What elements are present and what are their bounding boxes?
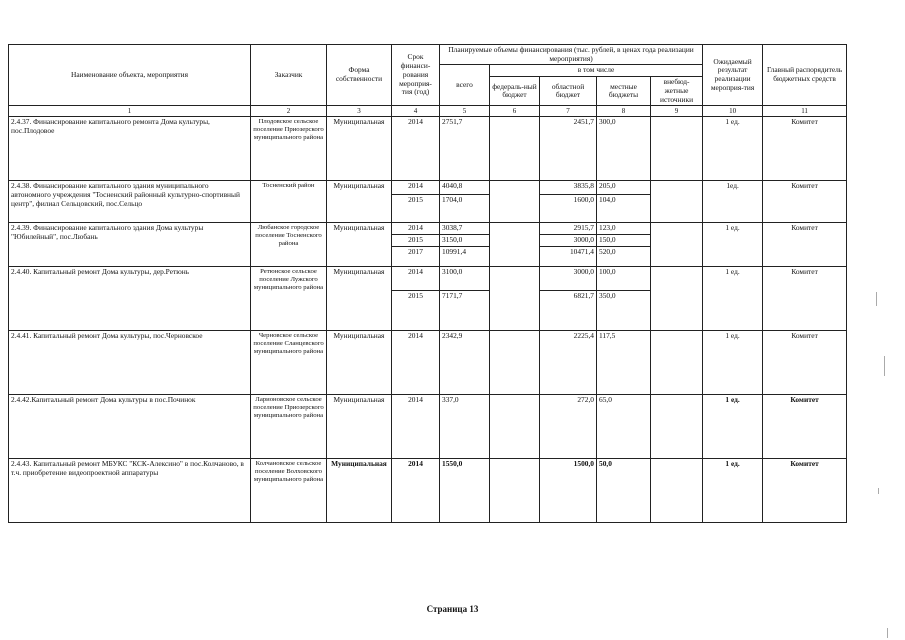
scan-speck xyxy=(876,292,877,306)
regional: 6821,7 xyxy=(540,291,597,331)
result: 1ед. xyxy=(703,181,763,223)
federal xyxy=(490,331,540,395)
total: 3100,0 xyxy=(440,267,490,291)
header-local: местные бюджеты xyxy=(597,77,651,106)
customer: Колчановское сельское поселение Волховского муниципального района xyxy=(251,459,327,523)
object-name: 2.4.37. Финансирование капитального ремонта Дома культуры, пос.Плодовое xyxy=(9,117,251,181)
year: 2014 xyxy=(392,331,440,395)
offbudget xyxy=(651,181,703,223)
manager: Комитет xyxy=(763,181,847,223)
local: 150,0 xyxy=(597,235,651,247)
header-ownership: Форма собственности xyxy=(327,45,392,106)
federal xyxy=(490,181,540,223)
regional: 3835,8 xyxy=(540,181,597,195)
result: 1 ед. xyxy=(703,223,763,267)
manager: Комитет xyxy=(763,331,847,395)
header-offbudget: внебюд-жетные источники xyxy=(651,77,703,106)
object-name: 2.4.39. Финансирование капитального здания Дома культуры "Юбилейный", пос.Любань xyxy=(9,223,251,267)
manager: Комитет xyxy=(763,459,847,523)
federal xyxy=(490,395,540,459)
object-name: 2.4.41. Капитальный ремонт Дома культуры, пос.Черновское xyxy=(9,331,251,395)
result: 1 ед. xyxy=(703,395,763,459)
local: 50,0 xyxy=(597,459,651,523)
local: 300,0 xyxy=(597,117,651,181)
result: 1 ед. xyxy=(703,117,763,181)
year: 2014 xyxy=(392,181,440,195)
colnum: 4 xyxy=(392,106,440,117)
federal xyxy=(490,267,540,331)
total: 7171,7 xyxy=(440,291,490,331)
year: 2014 xyxy=(392,459,440,523)
regional: 272,0 xyxy=(540,395,597,459)
local: 205,0 xyxy=(597,181,651,195)
customer: Ретюнское сельское поселение Лужского муниципального района xyxy=(251,267,327,331)
total: 337,0 xyxy=(440,395,490,459)
header-federal: федераль-ный бюджет xyxy=(490,77,540,106)
manager: Комитет xyxy=(763,267,847,331)
colnum: 3 xyxy=(327,106,392,117)
local: 100,0 xyxy=(597,267,651,291)
total: 1704,0 xyxy=(440,195,490,223)
object-name: 2.4.42.Капитальный ремонт Дома культуры в пос.Починок xyxy=(9,395,251,459)
regional: 2225,4 xyxy=(540,331,597,395)
result: 1 ед. xyxy=(703,459,763,523)
table-row xyxy=(9,267,847,291)
financing-table xyxy=(8,44,847,523)
total: 3038,7 xyxy=(440,223,490,235)
scan-speck xyxy=(878,488,879,494)
ownership: Муниципальная xyxy=(327,223,392,267)
colnum: 11 xyxy=(763,106,847,117)
local: 350,0 xyxy=(597,291,651,331)
ownership: Муниципальная xyxy=(327,181,392,223)
table-row xyxy=(9,459,847,523)
colnum: 9 xyxy=(651,106,703,117)
header-incl: в том числе xyxy=(490,65,703,77)
scan-speck xyxy=(887,628,888,638)
federal xyxy=(490,459,540,523)
local: 117,5 xyxy=(597,331,651,395)
regional: 3000,0 xyxy=(540,267,597,291)
ownership: Муниципальная xyxy=(327,331,392,395)
regional: 3000,0 xyxy=(540,235,597,247)
manager: Комитет xyxy=(763,395,847,459)
local: 65,0 xyxy=(597,395,651,459)
table-row xyxy=(9,117,847,181)
object-name: 2.4.43. Капитальный ремонт МБУКС "КСК-Алексино" в пос.Колчаново, в т.ч. приобретение видеопроектной аппаратуры xyxy=(9,459,251,523)
manager: Комитет xyxy=(763,223,847,267)
local: 520,0 xyxy=(597,247,651,267)
table-row xyxy=(9,331,847,395)
customer: Плодовское сельское поселение Приозерского муниципального района xyxy=(251,117,327,181)
result: 1 ед. xyxy=(703,331,763,395)
regional: 2915,7 xyxy=(540,223,597,235)
ownership: Муниципальная xyxy=(327,395,392,459)
colnum: 1 xyxy=(9,106,251,117)
regional: 1500,0 xyxy=(540,459,597,523)
customer: Любанское городское поселение Тосненского района xyxy=(251,223,327,267)
offbudget xyxy=(651,395,703,459)
year: 2014 xyxy=(392,223,440,235)
ownership: Муниципальная xyxy=(327,267,392,331)
header-name: Наименование объекта, мероприятия xyxy=(9,45,251,106)
offbudget xyxy=(651,331,703,395)
column-numbers-row xyxy=(9,106,847,117)
year: 2014 xyxy=(392,267,440,291)
year: 2015 xyxy=(392,195,440,223)
year: 2014 xyxy=(392,395,440,459)
table-row xyxy=(9,395,847,459)
total: 4040,8 xyxy=(440,181,490,195)
result: 1 ед. xyxy=(703,267,763,331)
object-name: 2.4.38. Финансирование капитального здания муниципального автономного учреждения "Тосненский районный культурно-спортивный центр", филиал Сельцовский, пос.Сельцо xyxy=(9,181,251,223)
colnum: 5 xyxy=(440,106,490,117)
object-name: 2.4.40. Капитальный ремонт Дома культуры, дер.Ретюнь xyxy=(9,267,251,331)
local: 123,0 xyxy=(597,223,651,235)
offbudget xyxy=(651,267,703,331)
table-row xyxy=(9,223,847,235)
total: 2751,7 xyxy=(440,117,490,181)
year: 2014 xyxy=(392,117,440,181)
total: 3150,0 xyxy=(440,235,490,247)
offbudget xyxy=(651,117,703,181)
customer: Ларионовское сельское поселение Приозерского муниципального района xyxy=(251,395,327,459)
federal xyxy=(490,117,540,181)
regional: 2451,7 xyxy=(540,117,597,181)
total: 10991,4 xyxy=(440,247,490,267)
colnum: 6 xyxy=(490,106,540,117)
ownership: Муниципальная xyxy=(327,117,392,181)
colnum: 10 xyxy=(703,106,763,117)
header-regional: областной бюджет xyxy=(540,77,597,106)
scan-speck xyxy=(884,356,885,376)
colnum: 2 xyxy=(251,106,327,117)
header-manager: Главный распорядитель бюджетных средств xyxy=(763,45,847,106)
header-result: Ожидаемый результат реализации мероприя-тия xyxy=(703,45,763,106)
ownership: Муниципальная xyxy=(327,459,392,523)
regional: 10471,4 xyxy=(540,247,597,267)
total: 2342,9 xyxy=(440,331,490,395)
table-row xyxy=(9,181,847,195)
regional: 1600,0 xyxy=(540,195,597,223)
offbudget xyxy=(651,459,703,523)
local: 104,0 xyxy=(597,195,651,223)
offbudget xyxy=(651,223,703,267)
header-planned: Планируемые объемы финансирования (тыс. рублей, в ценах года реализации мероприятия) xyxy=(440,45,703,65)
year: 2015 xyxy=(392,291,440,331)
federal xyxy=(490,223,540,267)
colnum: 8 xyxy=(597,106,651,117)
colnum: 7 xyxy=(540,106,597,117)
year: 2015 xyxy=(392,235,440,247)
header-customer: Заказчик xyxy=(251,45,327,106)
year: 2017 xyxy=(392,247,440,267)
customer: Тосненский район xyxy=(251,181,327,223)
manager: Комитет xyxy=(763,117,847,181)
customer: Черновское сельское поселение Сланцевского муниципального района xyxy=(251,331,327,395)
page-number: Страница 13 xyxy=(426,604,479,614)
total: 1550,0 xyxy=(440,459,490,523)
header-term: Срок финанси-рования мероприя-тия (год) xyxy=(392,45,440,106)
header-total: всего xyxy=(440,65,490,106)
